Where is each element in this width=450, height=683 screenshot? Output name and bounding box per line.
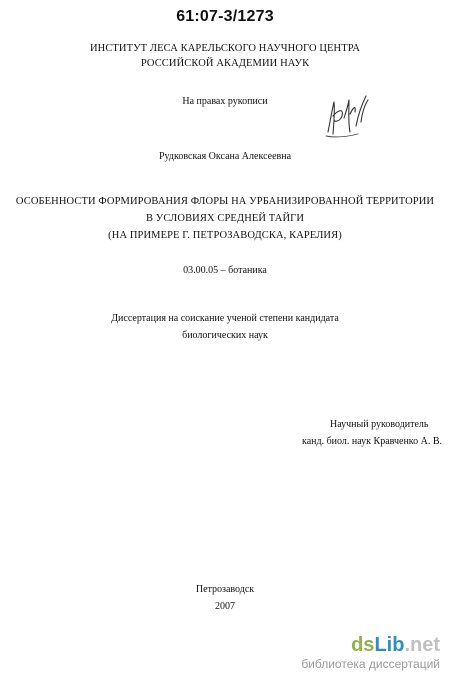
institution-line-2: РОССИЙСКОЙ АКАДЕМИИ НАУК (140, 58, 310, 69)
title-line-3: (НА ПРИМЕРЕ Г. ПЕТРОЗАВОДСКА, КАРЕЛИЯ) (108, 230, 342, 241)
watermark-logo-text (260, 633, 440, 657)
author-name: Рудковская Оксана Алексеевна (158, 151, 292, 162)
degree-line-2: биологических наук (182, 330, 268, 341)
watermark-tagline: библиотека диссертаций (301, 657, 440, 671)
watermark-logo (260, 633, 440, 677)
signature-icon (322, 92, 372, 144)
manuscript-note: На правах рукописи (182, 96, 268, 107)
catalog-stamp: 61:07-3/1273 (176, 8, 274, 25)
supervisor-label: Научный руководитель (330, 419, 429, 430)
supervisor-name: канд. биол. наук Кравченко А. В. (302, 436, 443, 447)
institution-line-1: ИНСТИТУТ ЛЕСА КАРЕЛЬСКОГО НАУЧНОГО ЦЕНТРА (89, 43, 361, 54)
watermark-logo-net: .net (404, 634, 440, 656)
title-line-2: В УСЛОВИЯХ СРЕДНЕЙ ТАЙГИ (145, 213, 305, 224)
year: 2007 (215, 601, 235, 612)
degree-line-1: Диссертация на соискание ученой степени кандидата (111, 313, 339, 324)
city: Петрозаводск (195, 584, 255, 595)
watermark-logo-ds: ds (351, 634, 375, 656)
specialty-code: 03.00.05 – ботаника (183, 265, 267, 276)
watermark-logo-lib: Lib (374, 634, 405, 656)
title-line-1: ОСОБЕННОСТИ ФОРМИРОВАНИЯ ФЛОРЫ НА УРБАНИЗИРОВАННОЙ ТЕРРИТОРИИ (15, 196, 435, 207)
